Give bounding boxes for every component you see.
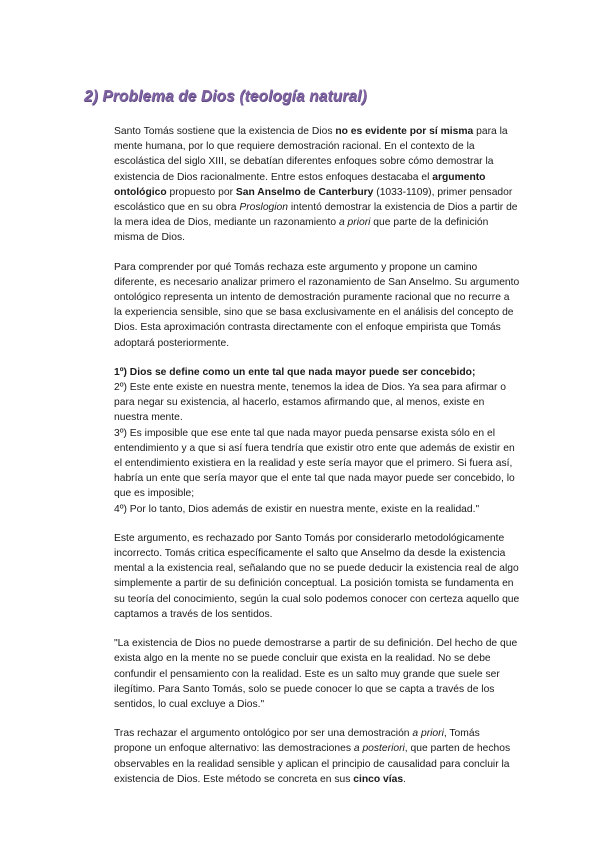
p1-bold-anselm: San Anselmo de Canterbury (235, 186, 374, 198)
a-posteriori-paragraph (114, 726, 520, 787)
p4-italic-a-priori: a priori (412, 728, 444, 740)
p1-text-a: Santo Tomás sostiene que la existencia de Dios (114, 126, 336, 137)
rejection-paragraph: Este argumento, es rechazado por Santo Tomás por considerarlo metodológicamente incorrecto. Tomás critica específicamente el salto que Anselmo da desde la existencia mental a la existencia real, señalando que no se puede deducir la existencia real de algo simplemente a partir de su definición conceptual. La posición tomista se fundamenta en su teoría del conocimiento, según la cual solo podemos conocer con certeza aquello que captamos a través de los sentidos. (114, 532, 520, 620)
quote-paragraph: "La existencia de Dios no puede demostrarse a partir de su definición. Del hecho de que exista algo en la mente no se puede concluir que exista en la realidad. No se debe confundir el pensamiento con la realidad. Este es un salto muy grande que suele ser ilegítimo. Para Santo Tomás, solo se puede conocer lo que se capta a través de los sentidos, lo cual excluye a Dios." (114, 638, 518, 710)
p4-text-g: . (403, 773, 406, 785)
p1-text-i: intentó demostrar la existencia de Dios a partir de la mera idea de Dios, mediante un razonamiento (114, 202, 518, 229)
p1-italic-proslogion: Proslogion (239, 202, 289, 214)
p4-text-c: , Tomás propone un enfoque alternativo: las demostraciones (114, 728, 480, 755)
p1-text-e: propuesto por (166, 186, 236, 198)
step-2: 2º) Este ente existe en nuestra mente, tenemos la idea de Dios. Ya sea para afirmar o para negar su existencia, al hacerlo, estamos afirmando que, al menos, existe en nuestra mente. (114, 382, 507, 424)
p4-italic-a-posteriori: a posteriori (353, 743, 405, 755)
p1-bold-not-evident: no es evidente por sí misma (335, 126, 474, 137)
p4-text-e: , que parten de hechos observables en la realidad sensible y aplican el principio de causalidad para concluir la existencia de Dios. Este método se concreta en sus (114, 743, 511, 785)
step-4: 4º) Por lo tanto, Dios además de existir en nuestra mente, existe en la realidad." (114, 503, 480, 515)
p4-bold-five-ways: cinco vías (353, 773, 404, 785)
p4-text-a: Tras rechazar el argumento ontológico por ser una demostración (114, 728, 413, 740)
intro-paragraph (114, 124, 520, 246)
p1-italic-a-priori: a priori (338, 217, 371, 229)
p1-text-k: que parte de la definición misma de Dios. (114, 217, 489, 244)
p1-text-g: (1033-1109), primer pensador escolástico que en su obra (114, 186, 513, 214)
section-title: 2) Problema de Dios (teología natural) (84, 88, 367, 105)
step-3: 3º) Es imposible que ese ente tal que nada mayor pueda pensarse exista sólo en el entendimiento y a que si así fuera tendría que existir otro ente que además de existir en el entendimiento existiera en la realidad y este sería mayor que el primero. Si fuera así, habría un ente que sería mayor que el ente tal que nada mayor puede ser concebido, lo que es imposible; (114, 427, 515, 500)
p1-text-c: para la mente humana, por lo que requiere demostración racional. En el contexto de la escolástica del siglo XIII, se debatían diferentes enfoques sobre cómo demostrar la existencia de Dios racionalmente. Entre estos enfoques destacaba el (114, 126, 508, 183)
ontological-argument-steps (114, 365, 520, 517)
step-1: 1º) Dios se define como un ente tal que nada mayor puede ser concebido; (114, 366, 476, 378)
anselm-context-paragraph: Para comprender por qué Tomás rechaza este argumento y propone un camino diferente, es necesario analizar primero el razonamiento de San Anselmo. Su argumento ontológico representa un intento de demostración puramente racional que no recurre a la experiencia sensible, sino que se basa exclusivamente en el análisis del concepto de Dios. Esta aproximación contrasta directamente con el enfoque empirista que Tomás adoptará posteriormente. (114, 261, 520, 349)
p1-bold-ontological-argument: argumento ontológico (114, 171, 486, 198)
